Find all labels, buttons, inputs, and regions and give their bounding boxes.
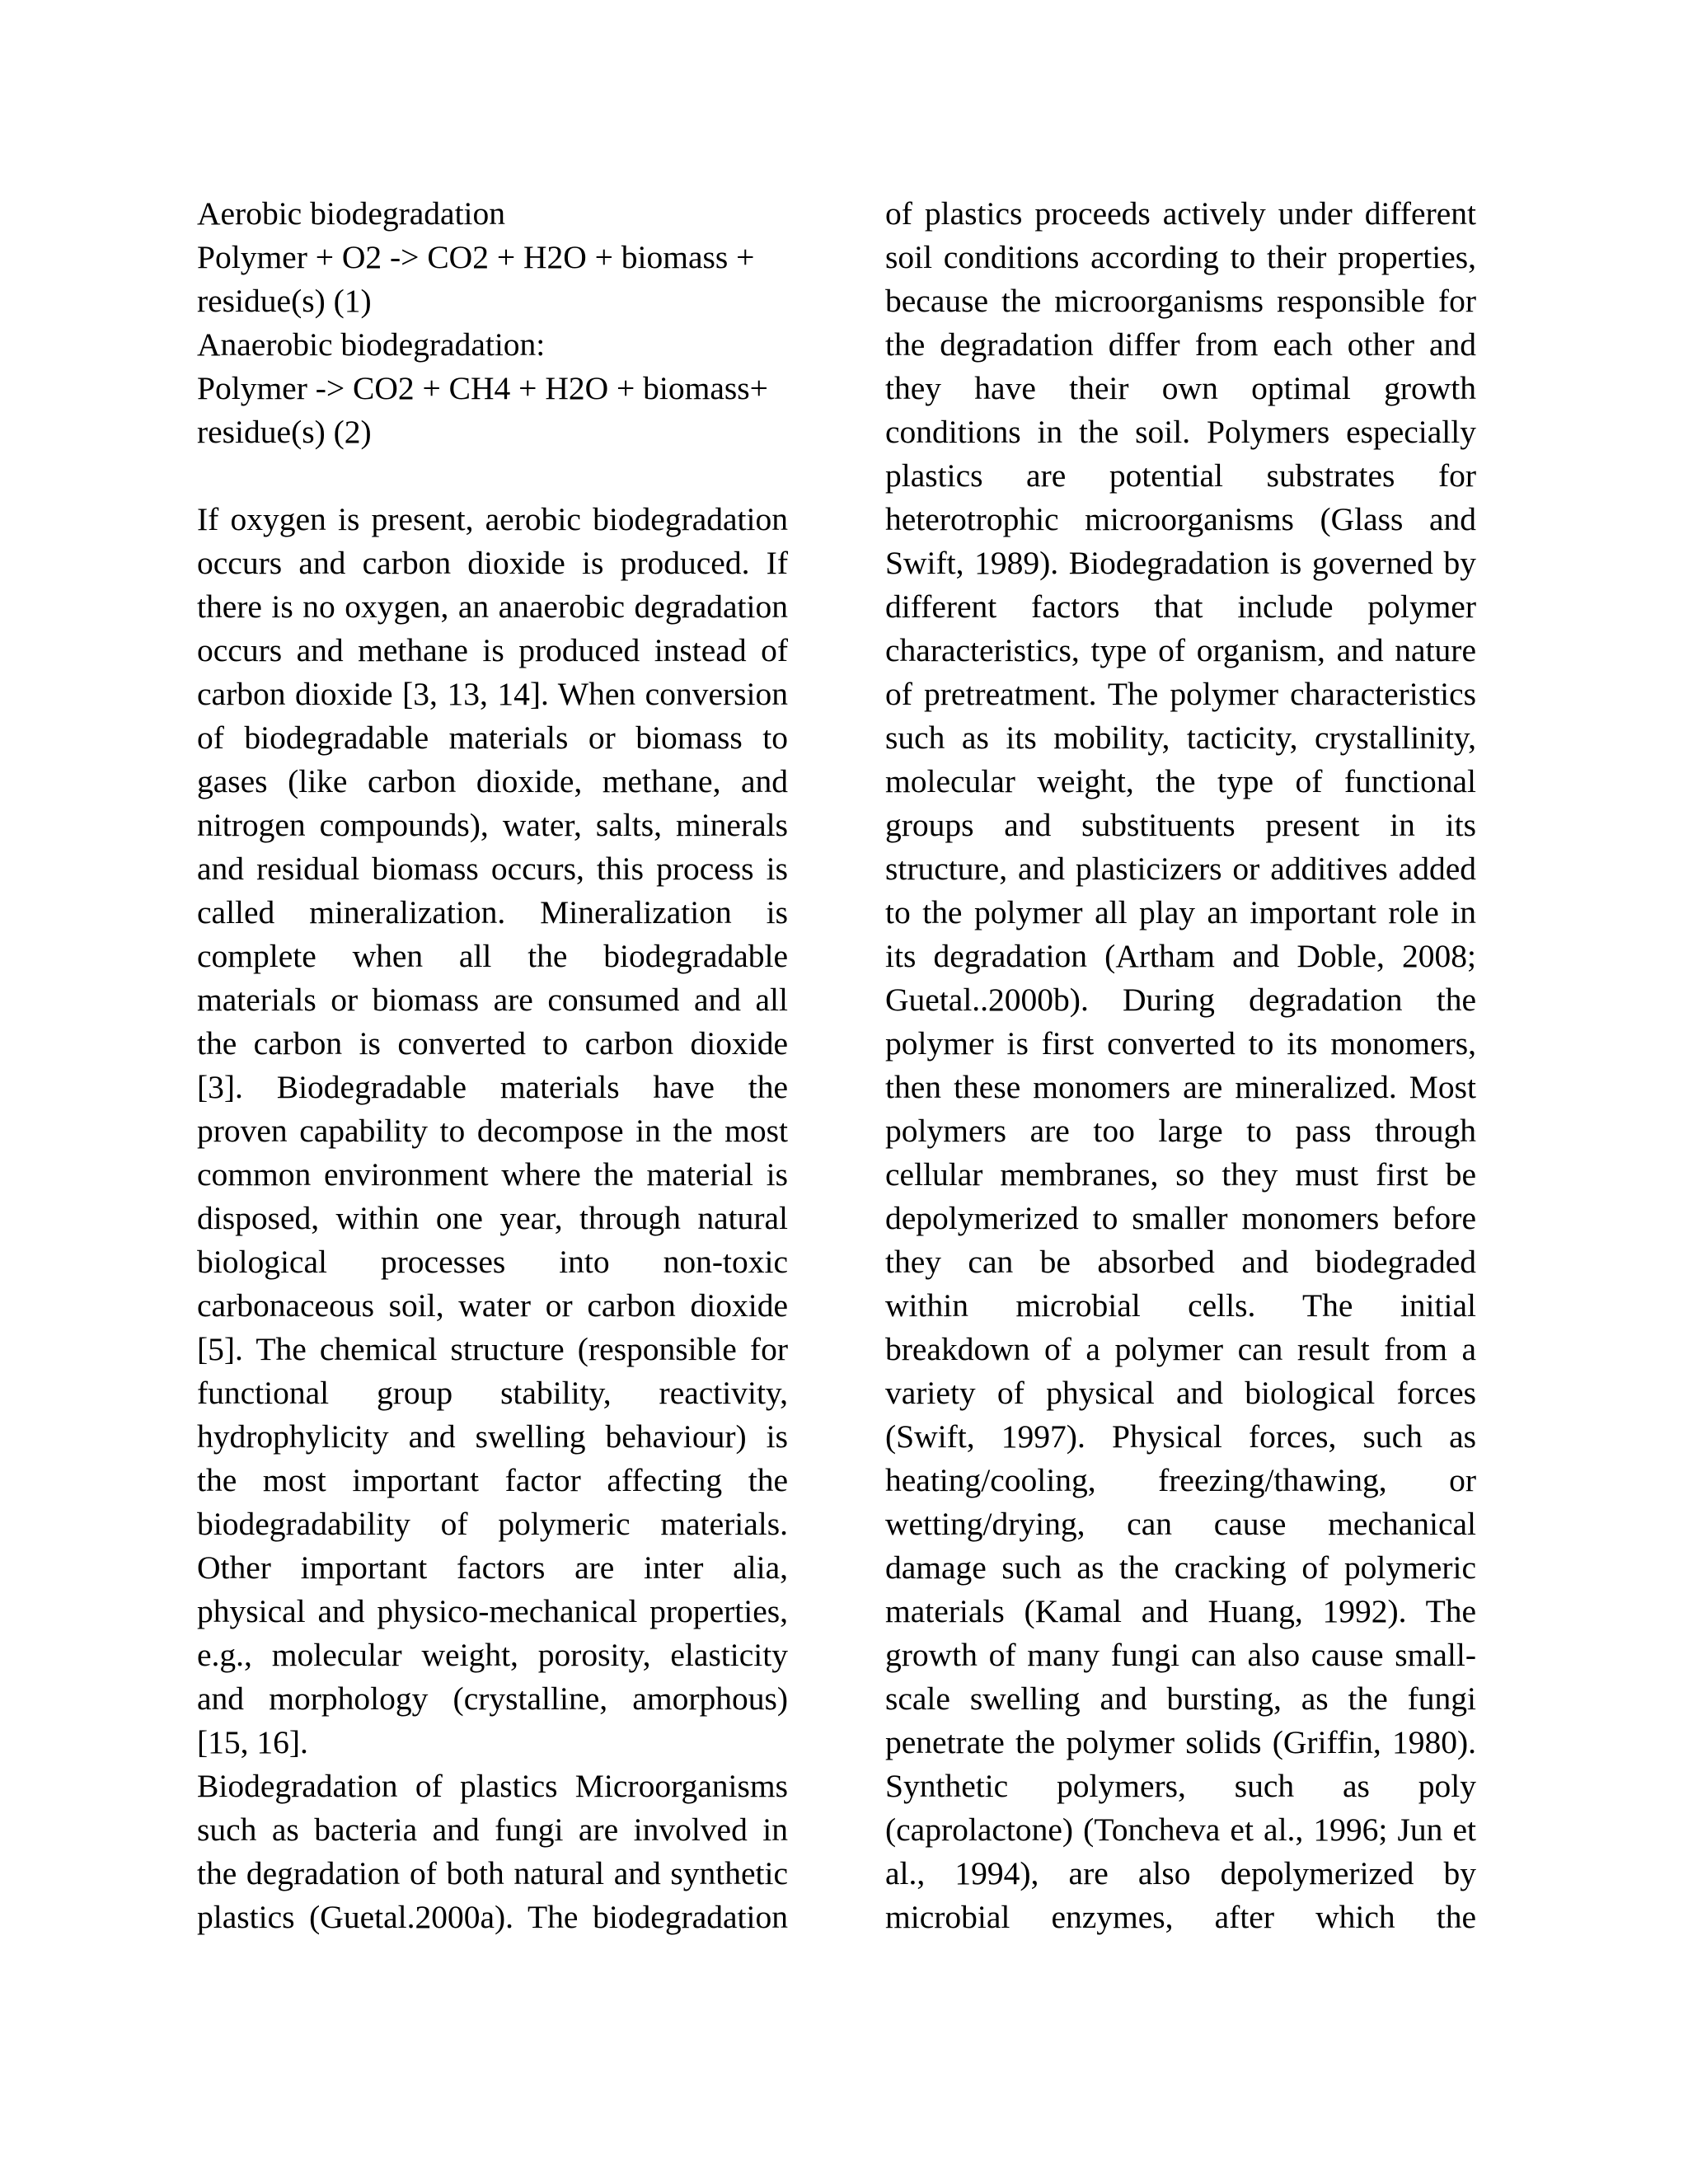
text-line: the most important factor affecting the [197,1462,788,1498]
text-line: its degradation (Artham and Doble, 2008; [885,938,1476,974]
text-line: they can be absorbed and biodegraded [885,1244,1476,1280]
text-line: plastics (Guetal.2000a). The biodegradation [197,1899,788,1935]
text-line: proven capability to decompose in the most [197,1113,788,1149]
text-line: the degradation differ from each other and [885,326,1476,363]
text-line: materials (Kamal and Huang, 1992). The [885,1593,1476,1629]
text-line: [3]. Biodegradable materials have the [197,1069,788,1105]
text-line: hydrophylicity and swelling behaviour) is [197,1418,788,1455]
text-line: polymers are too large to pass through [885,1113,1476,1149]
text-line: heating/cooling, freezing/thawing, or [885,1462,1476,1498]
text-line: and residual biomass occurs, this process is [197,851,788,887]
text-line: and morphology (crystalline, amorphous) [197,1680,788,1717]
text-line: materials or biomass are consumed and all [197,982,788,1018]
text-line: called mineralization. Mineralization is [197,894,788,930]
text-line: nitrogen compounds), water, salts, minerals [197,807,788,843]
text-line: then these monomers are mineralized. Most [885,1069,1476,1105]
text-line: molecular weight, the type of functional [885,763,1476,799]
text-line: different factors that include polymer [885,588,1476,625]
text-line: variety of physical and biological forces [885,1375,1476,1411]
text-line: functional group stability, reactivity, [197,1375,788,1411]
text-line: conditions in the soil. Polymers especially [885,414,1476,450]
text-line: of biodegradable materials or biomass to [197,719,788,756]
text-line: Aerobic biodegradation [197,195,506,232]
text-line: physical and physico-mechanical properties, [197,1593,788,1629]
text-line: such as bacteria and fungi are involved in [197,1811,788,1848]
text-line: polymer is first converted to its monomers, [885,1025,1476,1062]
text-line: to the polymer all play an important role in [885,894,1476,930]
text-line: carbon dioxide [3, 13, 14]. When conversion [197,676,788,712]
text-line: depolymerized to smaller monomers before [885,1200,1476,1236]
text-line: biological processes into non-toxic [197,1244,788,1280]
text-line [197,454,788,498]
text-line: damage such as the cracking of polymeric [885,1549,1476,1586]
text-line: penetrate the polymer solids (Griffin, 1980). [885,1724,1476,1760]
text-line: Guetal..2000b). During degradation the [885,982,1476,1018]
text-line: heterotrophic microorganisms (Glass and [885,501,1476,537]
text-line: cellular membranes, so they must first be [885,1156,1476,1193]
text-line: Other important factors are inter alia, [197,1549,788,1586]
text-line: (caprolactone) (Toncheva et al., 1996; Jun et [885,1811,1476,1848]
text-line: Swift, 1989). Biodegradation is governed by [885,545,1476,581]
text-line: breakdown of a polymer can result from a [885,1331,1476,1367]
text-line: such as its mobility, tacticity, crystallinity, [885,719,1476,756]
text-line: groups and substituents present in its [885,807,1476,843]
text-line: soil conditions according to their properties, [885,239,1476,275]
text-line: because the microorganisms responsible for [885,283,1476,319]
text-line: gases (like carbon dioxide, methane, and [197,763,788,799]
text-line: Synthetic polymers, such as poly [885,1768,1476,1804]
text-line: Polymer + O2 -> CO2 + H2O + biomass + [197,239,755,275]
text-line: growth of many fungi can also cause small- [885,1637,1476,1673]
text-line: Polymer -> CO2 + CH4 + H2O + biomass+ [197,370,768,406]
text-line: common environment where the material is [197,1156,788,1193]
text-line: Biodegradation of plastics Microorganisms [197,1768,788,1804]
text-line: the degradation of both natural and synthetic [197,1855,788,1891]
text-line: within microbial cells. The initial [885,1287,1476,1324]
text-line: they have their own optimal growth [885,370,1476,406]
text-line: If oxygen is present, aerobic biodegradation [197,501,788,537]
text-line: characteristics, type of organism, and nature [885,632,1476,668]
text-line: structure, and plasticizers or additives added [885,851,1476,887]
text-line: Anaerobic biodegradation: [197,326,546,363]
text-line: carbonaceous soil, water or carbon dioxide [197,1287,788,1324]
text-line: plastics are potential substrates for [885,457,1476,494]
text-line: of pretreatment. The polymer characteristics [885,676,1476,712]
text-line: [15, 16]. [197,1724,308,1760]
text-line: microbial enzymes, after which the [885,1899,1476,1935]
text-line: (Swift, 1997). Physical forces, such as [885,1418,1476,1455]
text-line: wetting/drying, can cause mechanical [885,1506,1476,1542]
right-text-column [885,192,1476,1939]
text-line: there is no oxygen, an anaerobic degradation [197,588,788,625]
text-line: complete when all the biodegradable [197,938,788,974]
text-line: residue(s) (2) [197,414,372,450]
text-line: disposed, within one year, through natural [197,1200,788,1236]
left-text-column [197,192,788,1939]
text-line: biodegradability of polymeric materials. [197,1506,788,1542]
text-line: al., 1994), are also depolymerized by [885,1855,1476,1891]
text-line: occurs and methane is produced instead of [197,632,788,668]
text-line: scale swelling and bursting, as the fungi [885,1680,1476,1717]
text-line: [5]. The chemical structure (responsible for [197,1331,788,1367]
text-line: e.g., molecular weight, porosity, elasticity [197,1637,788,1673]
text-line: occurs and carbon dioxide is produced. If [197,545,788,581]
text-line: residue(s) (1) [197,283,372,319]
text-line: the carbon is converted to carbon dioxide [197,1025,788,1062]
text-line: of plastics proceeds actively under different [885,195,1476,232]
